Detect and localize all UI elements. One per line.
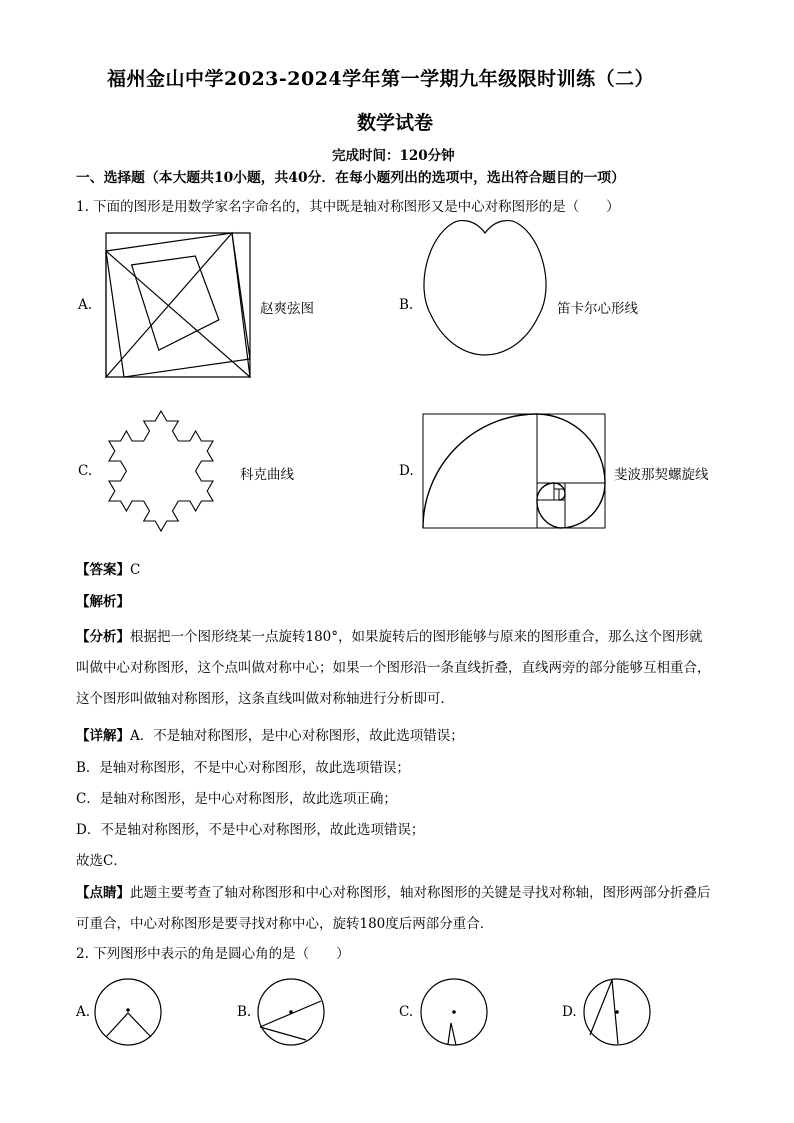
- document-title: 福州金山中学2023-2024学年第一学期九年级限时训练（二）: [107, 68, 655, 90]
- dianjing-paragraph: [76, 878, 716, 940]
- xiangjie-line-b: B．是轴对称图形，不是中心对称图形，故此选项错误；: [76, 760, 410, 776]
- option-d-letter: D.: [399, 463, 414, 479]
- answer-value: C: [130, 562, 141, 578]
- conclusion-line: 故选C．: [76, 853, 127, 869]
- zhao-shuang-diagram: [106, 233, 250, 377]
- q2-circle-d: [582, 977, 652, 1047]
- q2-circle-b: [256, 977, 326, 1047]
- cardioid-curve: [423, 215, 547, 360]
- q2-option-a-letter: A.: [76, 1004, 91, 1020]
- time-limit: 完成时间：120分钟: [332, 148, 455, 164]
- fibonacci-spiral: [423, 414, 605, 528]
- xiangjie-line-a: [76, 726, 464, 746]
- answer-tag: 【答案】: [76, 562, 130, 578]
- option-b-letter: B.: [399, 297, 414, 313]
- question-1-stem: 1. 下面的图形是用数学家名字命名的，其中既是轴对称图形又是中心对称图形的是（ ）: [76, 199, 620, 215]
- option-a-name: 赵爽弦图: [260, 301, 314, 317]
- q2-circle-c: [419, 977, 489, 1047]
- q2-option-c-letter: C.: [399, 1004, 414, 1020]
- option-c-letter: C.: [78, 463, 93, 479]
- xiangjie-tag: 【详解】: [76, 728, 130, 744]
- answer-line: [76, 560, 140, 580]
- option-a-letter: A.: [78, 297, 93, 313]
- fenxi-text: 根据把一个图形绕某一点旋转180°，如果旋转后的图形能够与原来的图形重合，那么这个图形就叫做中心对称图形，这个点叫做对称中心；如果一个图形沿一条直线折叠，直线两旁的部分能够互相重合，这个图形叫做轴对称图形，这条直线叫做对称轴进行分析即可．: [76, 629, 711, 707]
- xiangjie-line-d: D．不是轴对称图形，不是中心对称图形，故此选项错误；: [76, 822, 425, 838]
- option-d-name: 斐波那契螺旋线: [614, 467, 709, 483]
- dianjing-tag: 【点睛】: [76, 885, 130, 901]
- q2-circle-a: [93, 977, 163, 1047]
- q2-option-d-letter: D.: [562, 1004, 577, 1020]
- xiangjie-text-a: A．不是轴对称图形，是中心对称图形，故此选项错误；: [130, 728, 464, 744]
- xiangjie-line-c: C．是轴对称图形，是中心对称图形，故此选项正确；: [76, 791, 397, 807]
- question-2-stem: 2. 下列图形中表示的角是圆心角的是（ ）: [76, 946, 350, 962]
- section-heading: 一、选择题（本大题共10小题，共40分．在每小题列出的选项中，选出符合题目的一项）: [76, 170, 625, 186]
- fenxi-paragraph: [76, 622, 716, 715]
- option-b-name: 笛卡尔心形线: [557, 301, 638, 317]
- fenxi-tag: 【分析】: [76, 629, 130, 645]
- analysis-tag: 【解析】: [76, 594, 130, 610]
- q2-option-b-letter: B.: [237, 1004, 252, 1020]
- koch-snowflake: [94, 397, 228, 545]
- subject-title: 数学试卷: [357, 112, 434, 134]
- option-c-name: 科克曲线: [240, 467, 294, 483]
- dianjing-text: 此题主要考查了轴对称图形和中心对称图形，轴对称图形的关键是寻找对称轴，图形两部分折叠后可重合，中心对称图形是要寻找对称中心，旋转180度后两部分重合．: [76, 885, 711, 932]
